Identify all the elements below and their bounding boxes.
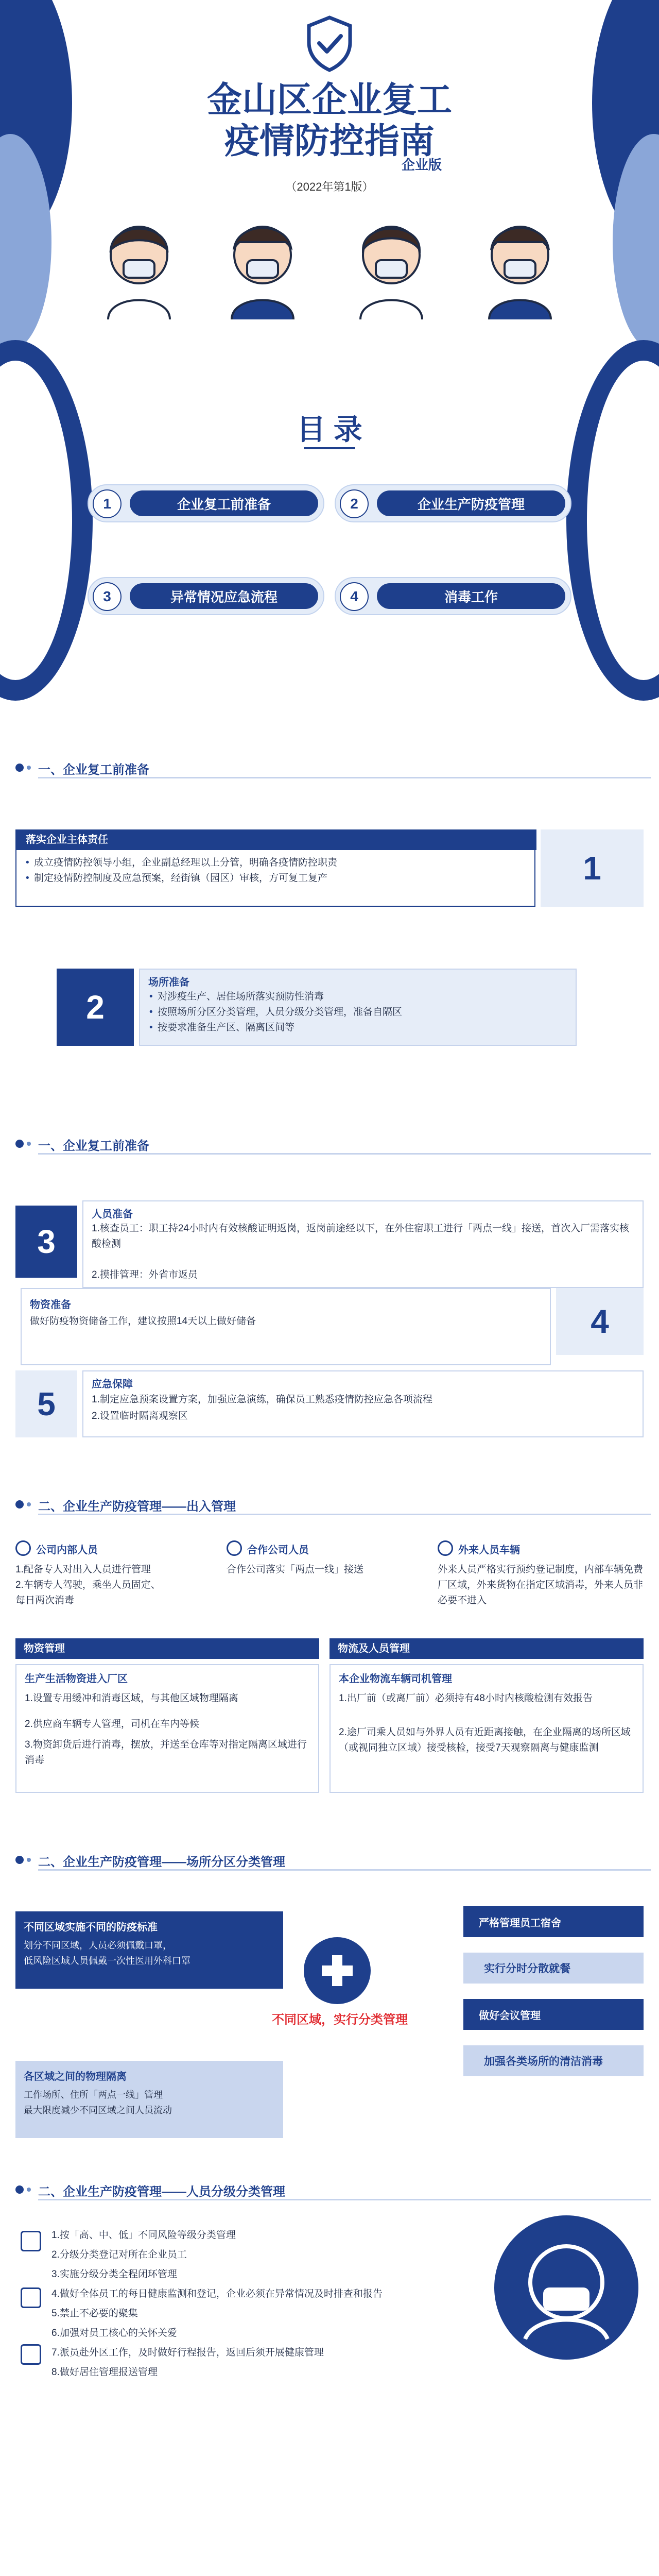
toc-num: 4 bbox=[340, 582, 369, 611]
medical-cross-icon bbox=[304, 1937, 371, 2004]
edit-icon bbox=[21, 2287, 41, 2308]
toc-item-1[interactable] bbox=[88, 484, 324, 522]
masked-people-illustration bbox=[93, 206, 566, 325]
heading-text: 一、企业复工前准备 bbox=[38, 1139, 149, 1153]
toc-item-3[interactable] bbox=[88, 577, 324, 615]
heading-text: 二、企业生产防疫管理——出入管理 bbox=[38, 1500, 236, 1514]
box-enterprise-responsibility bbox=[15, 829, 535, 907]
box-text: 做好防疫物资储备工作，建议按照14天以上做好储备 bbox=[30, 1316, 256, 1327]
toc-section bbox=[0, 361, 659, 716]
logistics-label: 物流及人员管理 bbox=[330, 1638, 644, 1659]
box-text-2: 2.途厂司乘人员如与外界人员有近距离接触，在企业隔离的场所区域（或视同独立区域）接受核检，接受7天观察隔离与健康监测 bbox=[339, 1727, 631, 1753]
entry-column-visitors bbox=[438, 1540, 644, 1633]
toc-label: 企业生产防疫管理 bbox=[377, 490, 565, 516]
toc-label: 异常情况应急流程 bbox=[130, 583, 318, 609]
heading-dot bbox=[15, 1856, 24, 1864]
shield-check-icon bbox=[304, 15, 355, 72]
zone-item-meeting: 做好会议管理 bbox=[463, 1999, 644, 2030]
section-heading-1b bbox=[15, 1133, 324, 1154]
entry-column-internal bbox=[15, 1540, 216, 1633]
masked-face-icon bbox=[489, 2210, 644, 2365]
box-personnel-preparation bbox=[82, 1200, 644, 1288]
column-title: 合作公司人员 bbox=[247, 1545, 309, 1556]
column-text-1: 1.配备专人对出入人员进行管理 bbox=[15, 1564, 151, 1575]
box-title: 不同区域实施不同的防疫标准 bbox=[24, 1922, 158, 1933]
column-title: 外来人员车辆 bbox=[458, 1545, 520, 1556]
box-material-preparation bbox=[21, 1288, 551, 1365]
section-heading-2 bbox=[15, 1494, 479, 1515]
heading-dot bbox=[15, 764, 24, 772]
toc-item-2[interactable] bbox=[335, 484, 571, 522]
box-title: 本企业物流车辆司机管理 bbox=[339, 1673, 452, 1685]
heading-dot-small bbox=[27, 1502, 31, 1506]
box-text-1: 1.设置专用缓冲和消毒区域，与其他区域物理隔离 bbox=[25, 1693, 238, 1704]
list-item: 5.禁止不必要的聚集 bbox=[51, 2308, 138, 2319]
box-title: 场所准备 bbox=[148, 977, 189, 988]
section-heading-2c bbox=[15, 2179, 479, 2200]
box-text-2: 低风险区域人员佩戴一次性医用外科口罩 bbox=[24, 1956, 190, 1966]
toc-num: 3 bbox=[93, 582, 122, 611]
toc-item-4[interactable] bbox=[335, 577, 571, 615]
box-text-1: 1.制定应急预案设置方案，加强应急演练，确保员工熟悉疫情防控应急各项流程 bbox=[92, 1394, 432, 1405]
edit-icon bbox=[21, 2344, 41, 2365]
box-text-1: 1.核查员工：职工持24小时内有效核酸证明返岗，返岗前途经以下，在外住宿职工进行「两点一线」接送，首次入厂需落实核酸检测 bbox=[92, 1223, 629, 1249]
heading-text: 二、企业生产防疫管理——场所分区分类管理 bbox=[38, 1855, 285, 1869]
zone-center-label: 不同区域，实行分类管理 bbox=[272, 2013, 408, 2027]
heading-dot-small bbox=[27, 1858, 31, 1862]
list-item: 8.做好居住管理报送管理 bbox=[51, 2367, 158, 2378]
toc-underline bbox=[304, 447, 355, 449]
list-item: • 制定疫情防控制度及应急预案，经街镇（园区）审核，方可复工复产 bbox=[25, 871, 529, 886]
section-heading-2b bbox=[15, 1850, 479, 1870]
list-item: • 按照场所分区分类管理，人员分级分类管理，准备自隔区 bbox=[148, 1005, 570, 1020]
box-number-3: 3 bbox=[15, 1206, 77, 1278]
material-box bbox=[15, 1664, 319, 1793]
hero-header bbox=[0, 0, 659, 361]
box-title: 各区域之间的物理隔离 bbox=[24, 2071, 127, 2082]
zone-item-cleaning: 加强各类场所的清洁消毒 bbox=[463, 2045, 644, 2076]
list-item: 4.做好全体员工的每日健康监测和登记，企业必须在异常情况及时排查和报告 bbox=[51, 2289, 383, 2299]
user-icon bbox=[15, 1540, 31, 1556]
list-item: 6.加强对员工核心的关怀关爱 bbox=[51, 2328, 177, 2338]
user-icon bbox=[227, 1540, 242, 1556]
column-text-1: 合作公司落实「两点一线」接送 bbox=[227, 1564, 364, 1575]
zone-item-dormitory: 严格管理员工宿舍 bbox=[463, 1906, 644, 1937]
box-title: 物资准备 bbox=[30, 1299, 71, 1311]
zone-standards-box bbox=[15, 1911, 283, 1989]
zone-item-dining: 实行分时分散就餐 bbox=[463, 1953, 644, 1984]
toc-right-wave bbox=[566, 340, 659, 701]
heading-dot-small bbox=[27, 2188, 31, 2192]
list-item: 1.按「高、中、低」不同风险等级分类管理 bbox=[51, 2230, 236, 2241]
logistics-box bbox=[330, 1664, 644, 1793]
toc-num: 1 bbox=[93, 489, 122, 518]
box-text-3: 3.物资卸货后进行消毒，摆放，并送至仓库等对指定隔离区域进行消毒 bbox=[25, 1739, 307, 1766]
zone-isolation-box bbox=[15, 2061, 283, 2138]
list-item: 7.派员赴外区工作，及时做好行程报告，返回后须开展健康管理 bbox=[51, 2347, 324, 2358]
box-number-5: 5 bbox=[15, 1370, 77, 1437]
list-item: 2.分级分类登记对所在企业员工 bbox=[51, 2249, 187, 2260]
column-text-2: 2.车辆专人驾驶，乘坐人员固定、 bbox=[15, 1580, 161, 1590]
list-item: • 对涉疫生产、居住场所落实预防性消毒 bbox=[148, 989, 570, 1005]
title-line-1: 金山区企业复工 bbox=[206, 80, 452, 120]
toc-title: 目 录 bbox=[297, 413, 362, 446]
box-number-1: 1 bbox=[541, 829, 644, 907]
box-title: 生产生活物资进入厂区 bbox=[25, 1673, 128, 1685]
version-label: （2022年第1版） bbox=[285, 180, 374, 193]
box-title: 落实企业主体责任 bbox=[15, 829, 536, 850]
box-emergency-support bbox=[82, 1370, 644, 1437]
section-heading-1 bbox=[15, 757, 324, 778]
box-site-preparation bbox=[139, 969, 577, 1046]
material-label: 物资管理 bbox=[15, 1638, 319, 1659]
heading-dot bbox=[15, 1140, 24, 1148]
title-line-2: 疫情防控指南 bbox=[224, 122, 435, 161]
toc-label: 企业复工前准备 bbox=[130, 490, 318, 516]
edition-label: 企业版 bbox=[402, 157, 442, 173]
user-icon bbox=[438, 1540, 453, 1556]
heading-dot-small bbox=[27, 1142, 31, 1146]
box-number-4: 4 bbox=[556, 1288, 644, 1355]
heading-rule bbox=[38, 777, 651, 778]
column-text-1: 外来人员严格实行预约登记制度，内部车辆免费厂区域，外来货物在指定区域消毒，外来人员非必要不进入 bbox=[438, 1564, 644, 1606]
list-item: • 成立疫情防控领导小组，企业副总经理以上分管，明确各疫情防控职责 bbox=[25, 855, 529, 871]
list-item: • 按要求准备生产区、隔离区间等 bbox=[148, 1020, 570, 1036]
box-text-1: 划分不同区域，人员必须佩戴口罩， bbox=[24, 1940, 172, 1951]
toc-num: 2 bbox=[340, 489, 369, 518]
toc-left-wave bbox=[0, 340, 93, 701]
box-text-2: 2.设置临时隔离观察区 bbox=[92, 1411, 188, 1421]
column-text-3: 每日两次消毒 bbox=[15, 1595, 75, 1606]
toc-label: 消毒工作 bbox=[377, 583, 565, 609]
box-text-2: 2.供应商车辆专人管理，司机在车内等候 bbox=[25, 1719, 199, 1730]
entry-column-partner bbox=[227, 1540, 422, 1633]
box-text-2: 2.摸排管理：外省市返员 bbox=[92, 1269, 198, 1280]
list-item: 3.实施分级分类全程闭环管理 bbox=[51, 2269, 177, 2280]
heading-rule bbox=[38, 1869, 651, 1871]
heading-dot-small bbox=[27, 766, 31, 770]
heading-text: 一、企业复工前准备 bbox=[38, 763, 149, 777]
column-title: 公司内部人员 bbox=[36, 1545, 98, 1556]
box-text-2: 最大限度减少不同区域之间人员流动 bbox=[24, 2105, 172, 2115]
box-title: 人员准备 bbox=[92, 1209, 133, 1220]
heading-text: 二、企业生产防疫管理——人员分级分类管理 bbox=[38, 2185, 285, 2199]
heading-rule bbox=[38, 2199, 651, 2200]
heading-dot bbox=[15, 2185, 24, 2194]
box-list bbox=[25, 855, 529, 886]
heading-rule bbox=[38, 1514, 651, 1515]
box-text-1: 工作场所、住所「两点一线」管理 bbox=[24, 2090, 163, 2100]
heading-dot bbox=[15, 1500, 24, 1509]
box-text-1: 1.出厂前（或离厂前）必须持有48小时内核酸检测有效报告 bbox=[339, 1693, 593, 1704]
edit-icon bbox=[21, 2231, 41, 2251]
box-title: 应急保障 bbox=[92, 1379, 133, 1390]
box-list bbox=[148, 989, 570, 1036]
box-number-2: 2 bbox=[57, 969, 134, 1046]
personnel-list bbox=[51, 2226, 474, 2382]
heading-rule bbox=[38, 1153, 651, 1155]
